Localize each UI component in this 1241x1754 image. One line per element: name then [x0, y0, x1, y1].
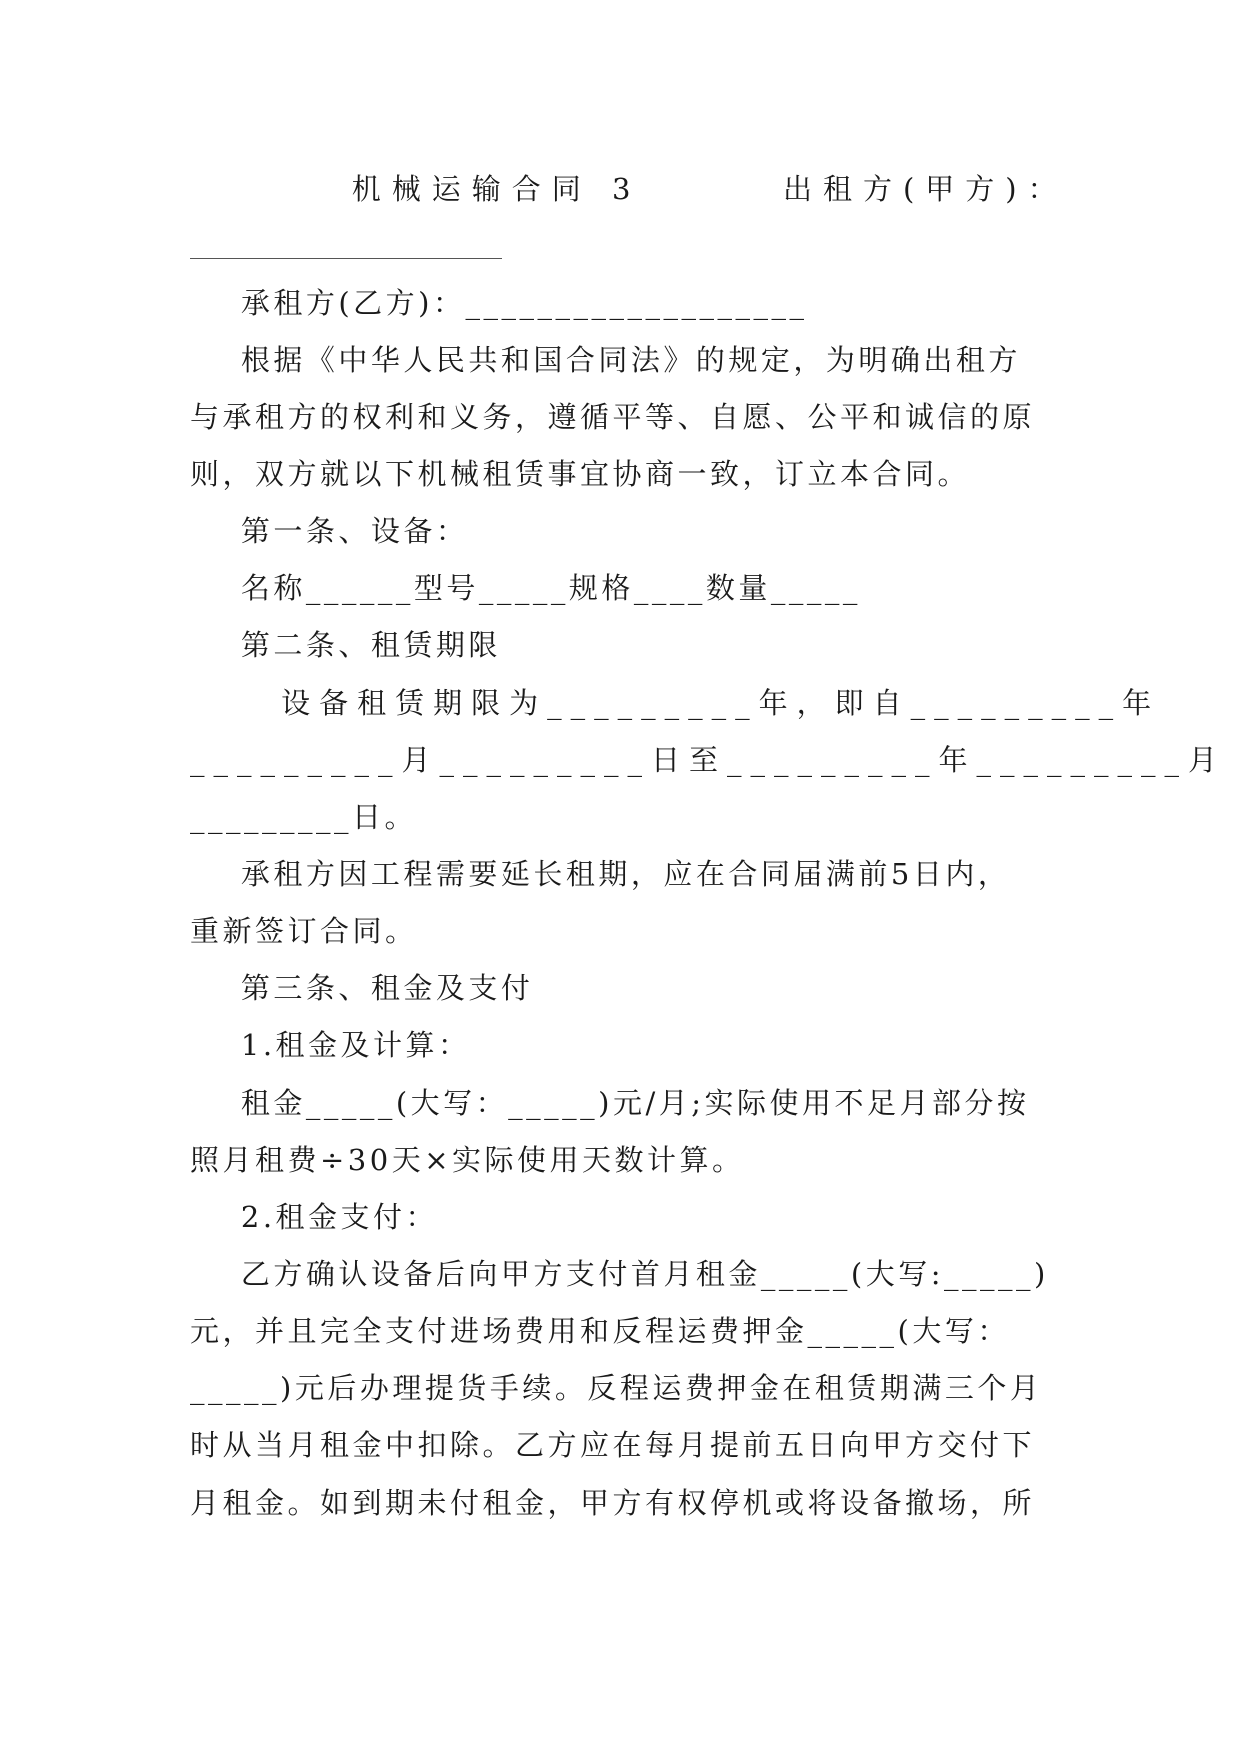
- extension-line-1: 承租方因工程需要延长租期，应在合同届满前5日内，: [190, 857, 1011, 891]
- rent-payment-line-4: 时从当月租金中扣除。乙方应在每月提前五日向甲方交付下: [190, 1428, 1036, 1462]
- lessor-blank-line: [190, 258, 502, 259]
- preamble-line-1: 根据《中华人民共和国合同法》的规定，为明确出租方: [190, 343, 1021, 377]
- lessee-line: 承租方(乙方)：___________________: [190, 286, 808, 320]
- rent-payment-heading: 2.租金支付：: [190, 1200, 439, 1234]
- rent-calc-heading: 1.租金及计算：: [190, 1028, 471, 1062]
- equipment-fields-line: 名称______型号_____规格____数量_____: [190, 571, 861, 605]
- rent-calc-line-2: 照月租费÷30天×实际使用天数计算。: [190, 1143, 745, 1177]
- rent-payment-line-3: _____)元后办理提货手续。反程运费押金在租赁期满三个月: [190, 1371, 1043, 1405]
- extension-line-2: 重新签订合同。: [190, 914, 418, 948]
- lease-term-line-2: _________月_________日至_________年_________月: [190, 743, 1227, 777]
- rent-payment-line-1: 乙方确认设备后向甲方支付首月租金_____(大写:_____): [190, 1257, 1049, 1291]
- lease-term-line-1: 设备租赁期限为_________年，即自_________年: [190, 686, 1161, 720]
- article-1-heading: 第一条、设备：: [190, 514, 469, 548]
- preamble-line-2: 与承租方的权利和义务，遵循平等、自愿、公平和诚信的原: [190, 400, 1036, 434]
- lease-term-line-3: _________日。: [190, 800, 418, 834]
- preamble-line-3: 则，双方就以下机械租赁事宜协商一致，订立本合同。: [190, 457, 971, 491]
- article-3-heading: 第三条、租金及支付: [190, 971, 534, 1005]
- rent-payment-line-5: 月租金。如到期未付租金，甲方有权停机或将设备撤场，所: [190, 1486, 1036, 1520]
- contract-title-line: 机械运输合同 3 出租方(甲方)：: [190, 172, 1068, 206]
- article-2-heading: 第二条、租赁期限: [190, 628, 501, 662]
- rent-payment-line-2: 元，并且完全支付进场费用和反程运费押金_____(大写：: [190, 1314, 1010, 1348]
- rent-calc-line-1: 租金_____(大写：_____)元/月;实际使用不足月部分按: [190, 1086, 1030, 1120]
